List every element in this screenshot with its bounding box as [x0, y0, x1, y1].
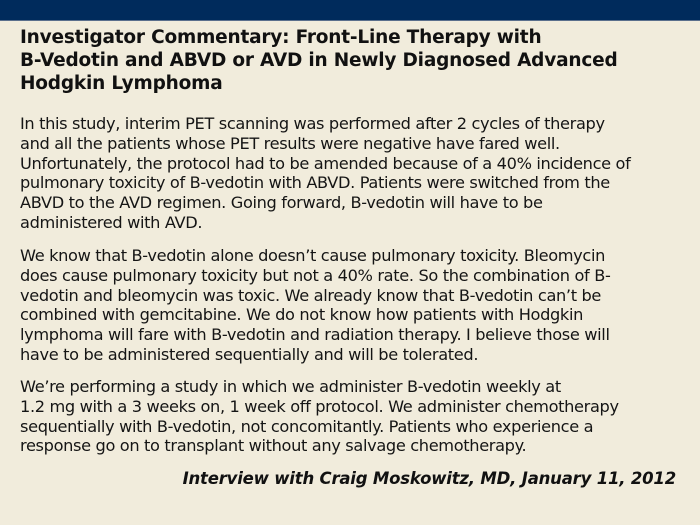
- text-line: We know that B-vedotin alone doesn’t cause pulmonary toxicity. Bleomycin: [20, 246, 606, 265]
- title-line: Hodgkin Lymphoma: [20, 73, 223, 94]
- text-line: combined with gemcitabine. We do not know how patients with Hodgkin: [20, 305, 584, 325]
- paragraph-weekly-study: [20, 377, 692, 456]
- text-line: Unfortunately, the protocol had to be amended because of a 40% incidence of: [20, 153, 631, 173]
- interview-citation: Interview with Craig Moskowitz, MD, January 11, 2012: [182, 469, 676, 488]
- text-line: vedotin and bleomycin was toxic. We already know that B-vedotin can’t be: [20, 285, 602, 305]
- text-line: pulmonary toxicity of B-vedotin with ABVD. Patients were switched from the: [20, 173, 610, 193]
- text-line: response go on to transplant without any salvage chemotherapy.: [20, 436, 527, 456]
- paragraph-interim-pet: [20, 114, 692, 233]
- text-line: ABVD to the AVD regimen. Going forward, B-vedotin will have to be: [20, 193, 543, 213]
- text-line: We’re performing a study in which we administer B-vedotin weekly at: [20, 377, 561, 396]
- text-line: does cause pulmonary toxicity but not a 40% rate. So the combination of B-: [20, 265, 611, 285]
- text-line: and all the patients whose PET results were negative have fared well.: [20, 133, 560, 153]
- paragraph-toxicity: [20, 246, 692, 365]
- text-line: 1.2 mg with a 3 weeks on, 1 week off protocol. We administer chemotherapy: [20, 396, 619, 416]
- text-line: lymphoma will fare with B-vedotin and radiation therapy. I believe those will: [20, 325, 610, 345]
- title-line: Investigator Commentary: Front-Line Therapy with: [20, 27, 542, 48]
- slide-title: [20, 26, 690, 95]
- text-line: In this study, interim PET scanning was performed after 2 cycles of therapy: [20, 114, 605, 133]
- text-line: administered with AVD.: [20, 212, 203, 232]
- header-bar: [0, 0, 700, 21]
- text-line: sequentially with B-vedotin, not concomitantly. Patients who experience a: [20, 416, 594, 436]
- text-line: have to be administered sequentially and will be tolerated.: [20, 344, 479, 364]
- title-line: B-Vedotin and ABVD or AVD in Newly Diagnosed Advanced: [20, 50, 618, 71]
